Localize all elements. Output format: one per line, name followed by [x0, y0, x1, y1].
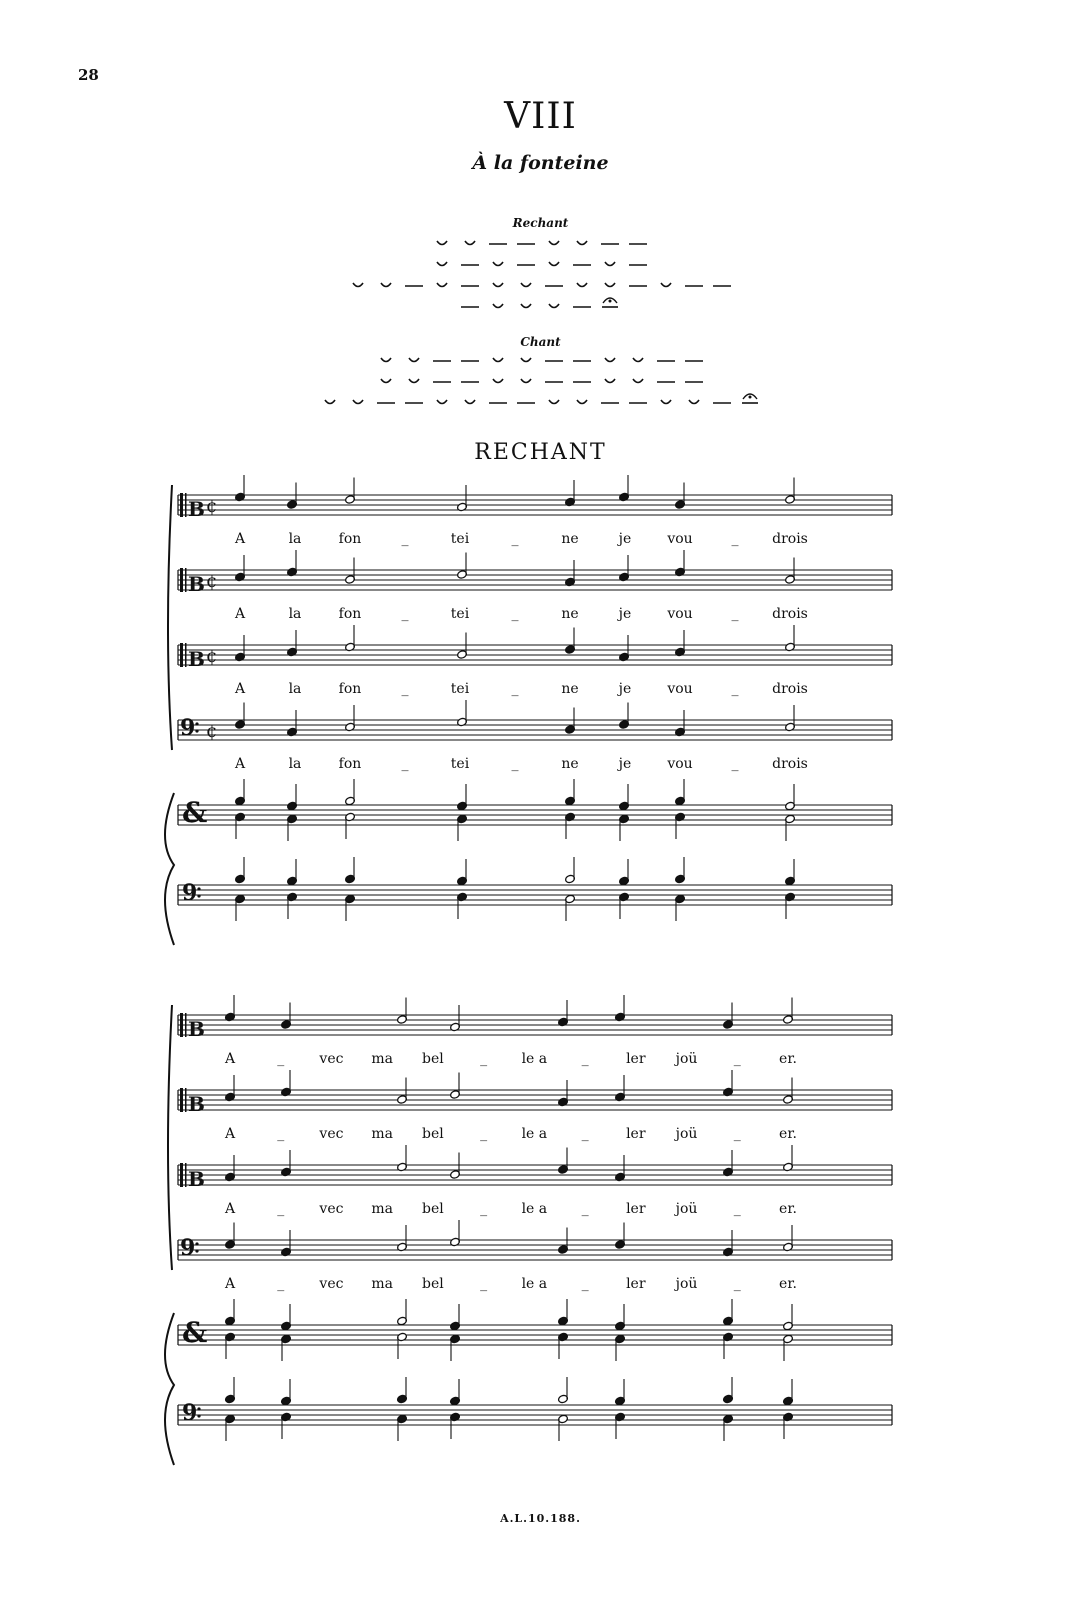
note — [675, 857, 686, 884]
lyric-syllable: A — [224, 1051, 236, 1067]
lyric-syllable: fon — [338, 756, 362, 772]
note — [281, 1003, 292, 1030]
f-clef-dot — [197, 1407, 200, 1410]
c-clef-bar — [180, 1088, 183, 1112]
note — [783, 1412, 794, 1439]
c-clef-icon: B — [188, 1092, 205, 1116]
note — [783, 1225, 794, 1252]
lyric-syllable: la — [288, 681, 302, 697]
lyric-syllable: ma — [371, 1126, 393, 1142]
lyric-syllable: er. — [779, 1051, 797, 1067]
note — [235, 475, 246, 502]
c-clef-bar — [180, 493, 183, 517]
lyric-syllable: _ — [277, 1051, 285, 1067]
piece-title: À la fonteine — [472, 152, 609, 174]
note — [619, 703, 630, 730]
note — [565, 894, 576, 921]
note — [783, 1334, 794, 1361]
note — [450, 1220, 461, 1247]
note — [785, 478, 796, 505]
note — [619, 784, 630, 811]
note — [345, 857, 356, 884]
lyric-syllable: vec — [319, 1126, 344, 1142]
note — [457, 700, 468, 727]
note — [558, 1332, 569, 1359]
c-clef-icon: B — [188, 647, 205, 671]
note — [235, 812, 246, 839]
c-clef-bar — [180, 1163, 183, 1187]
c-clef-bar — [180, 643, 183, 667]
lyric-syllable: _ — [480, 1201, 488, 1217]
note — [225, 1075, 236, 1102]
lyric-syllable: _ — [277, 1201, 285, 1217]
c-clef-bar — [185, 643, 187, 667]
lyric-syllable: fon — [338, 606, 362, 622]
cut-time-icon: ¢ — [206, 496, 218, 517]
lyric-syllable: _ — [511, 756, 519, 772]
lyric-syllable: A — [234, 606, 246, 622]
lyric-syllable: je — [618, 606, 632, 622]
note — [558, 1377, 569, 1404]
note — [225, 1414, 236, 1441]
note — [235, 703, 246, 730]
lyric-syllable: ma — [371, 1276, 393, 1292]
lyric-syllable: _ — [401, 756, 409, 772]
note — [281, 1379, 292, 1406]
note — [558, 1080, 569, 1107]
note — [619, 859, 630, 886]
lyric-syllable: _ — [733, 1126, 741, 1142]
note — [450, 1334, 461, 1361]
note — [619, 635, 630, 662]
note — [783, 1379, 794, 1406]
lyric-syllable: drois — [772, 756, 808, 772]
note — [723, 1070, 734, 1097]
lyric-syllable: _ — [401, 531, 409, 547]
lyric-syllable: je — [618, 531, 632, 547]
note — [675, 710, 686, 737]
lyric-syllable: _ — [277, 1276, 285, 1292]
note — [723, 1414, 734, 1441]
note — [281, 1304, 292, 1331]
lyric-syllable: bel — [422, 1051, 444, 1067]
cut-time-icon: ¢ — [206, 721, 218, 742]
piece-number: VIII — [504, 96, 577, 137]
lyric-syllable: A — [234, 531, 246, 547]
staff-voice-2 — [178, 570, 892, 590]
lyric-syllable: _ — [511, 531, 519, 547]
note — [783, 1078, 794, 1105]
f-clef-icon: 9 — [180, 715, 196, 741]
lyric-syllable: je — [618, 681, 632, 697]
lyric-syllable: _ — [480, 1126, 488, 1142]
f-clef-icon: 9 — [182, 1400, 198, 1426]
note — [565, 560, 576, 587]
note — [345, 779, 356, 806]
note — [225, 1332, 236, 1359]
note — [457, 553, 468, 580]
f-clef-dot — [195, 722, 198, 725]
lyric-syllable: vou — [667, 681, 693, 697]
lyric-syllable: _ — [277, 1126, 285, 1142]
note — [225, 1155, 236, 1182]
note — [785, 705, 796, 732]
note — [235, 857, 246, 884]
note — [287, 859, 298, 886]
staff-voice-3 — [178, 645, 892, 665]
f-clef-icon: 9 — [180, 1235, 196, 1261]
note — [225, 1299, 236, 1326]
c-clef-bar — [185, 568, 187, 592]
note — [235, 779, 246, 806]
note — [287, 550, 298, 577]
lyric-syllable: _ — [731, 531, 739, 547]
note — [225, 1223, 236, 1250]
lyric-syllable: ler — [626, 1276, 646, 1292]
lyric-syllable: _ — [733, 1201, 741, 1217]
piano-brace — [165, 793, 174, 945]
c-clef-bar — [180, 568, 183, 592]
c-clef-icon: B — [188, 1017, 205, 1041]
lyric-syllable: _ — [581, 1276, 589, 1292]
page-number: 28 — [78, 66, 99, 84]
note — [723, 1299, 734, 1326]
note — [615, 1223, 626, 1250]
f-clef-dot — [195, 1249, 198, 1252]
chant-scheme-label: Chant — [520, 335, 561, 349]
note — [281, 1230, 292, 1257]
note — [783, 1304, 794, 1331]
lyric-syllable: _ — [731, 681, 739, 697]
section-heading: RECHANT — [474, 440, 607, 465]
note — [785, 892, 796, 919]
note — [287, 784, 298, 811]
f-clef-icon: 9 — [182, 880, 198, 906]
note — [450, 1073, 461, 1100]
lyric-syllable: ma — [371, 1051, 393, 1067]
note — [615, 1412, 626, 1439]
note — [785, 558, 796, 585]
lyric-syllable: la — [288, 756, 302, 772]
note — [397, 1078, 408, 1105]
lyric-syllable: bel — [422, 1276, 444, 1292]
lyric-syllable: er. — [779, 1126, 797, 1142]
note — [723, 1332, 734, 1359]
note — [235, 894, 246, 921]
lyric-syllable: joü — [675, 1201, 698, 1217]
f-clef-dot — [195, 729, 198, 732]
note — [723, 1003, 734, 1030]
lyric-syllable: A — [224, 1201, 236, 1217]
note — [287, 814, 298, 841]
lyric-syllable: _ — [731, 606, 739, 622]
note — [397, 998, 408, 1025]
lyric-syllable: A — [234, 756, 246, 772]
note — [723, 1150, 734, 1177]
lyric-syllable: la — [288, 531, 302, 547]
note — [345, 625, 356, 652]
note — [450, 1379, 461, 1406]
lyric-syllable: _ — [581, 1201, 589, 1217]
lyric-syllable: vec — [319, 1051, 344, 1067]
lyric-syllable: le a — [521, 1276, 548, 1292]
lyric-syllable: _ — [733, 1051, 741, 1067]
g-clef-icon: & — [182, 796, 208, 829]
note — [397, 1414, 408, 1441]
note — [565, 857, 576, 884]
note — [457, 784, 468, 811]
lyric-syllable: ne — [561, 681, 579, 697]
lyric-syllable: _ — [731, 756, 739, 772]
note — [675, 894, 686, 921]
lyric-syllable: la — [288, 606, 302, 622]
lyric-syllable: _ — [733, 1276, 741, 1292]
note — [675, 483, 686, 510]
note — [287, 710, 298, 737]
note — [558, 1414, 569, 1441]
c-clef-icon: B — [188, 572, 205, 596]
note — [397, 1225, 408, 1252]
lyric-syllable: _ — [511, 681, 519, 697]
note — [345, 812, 356, 839]
note — [225, 1377, 236, 1404]
lyric-syllable: drois — [772, 606, 808, 622]
note — [558, 1148, 569, 1175]
note — [457, 814, 468, 841]
note — [619, 892, 630, 919]
note — [397, 1145, 408, 1172]
voices-bracket — [168, 485, 172, 750]
note — [450, 1304, 461, 1331]
note — [450, 1153, 461, 1180]
note — [225, 995, 236, 1022]
note — [281, 1334, 292, 1361]
lyric-syllable: bel — [422, 1126, 444, 1142]
note — [615, 1155, 626, 1182]
lyric-syllable: tei — [450, 531, 470, 547]
note — [723, 1377, 734, 1404]
note — [565, 480, 576, 507]
piano-bass-staff — [178, 885, 892, 905]
lyric-syllable: ne — [561, 531, 579, 547]
lyric-syllable: ne — [561, 606, 579, 622]
lyric-syllable: _ — [581, 1051, 589, 1067]
note — [345, 478, 356, 505]
lyric-syllable: tei — [450, 681, 470, 697]
f-clef-dot — [197, 1414, 200, 1417]
staff-voice-4 — [178, 720, 892, 740]
note — [785, 784, 796, 811]
note — [281, 1412, 292, 1439]
note — [619, 475, 630, 502]
f-clef-dot — [195, 1242, 198, 1245]
lyric-syllable: le a — [521, 1201, 548, 1217]
note — [785, 859, 796, 886]
g-clef-icon: & — [182, 1316, 208, 1349]
voices-bracket — [168, 1005, 172, 1270]
lyric-syllable: tei — [450, 606, 470, 622]
lyric-syllable: vec — [319, 1201, 344, 1217]
note — [235, 635, 246, 662]
lyric-syllable: tei — [450, 756, 470, 772]
lyric-syllable: ler — [626, 1051, 646, 1067]
note — [287, 892, 298, 919]
note — [450, 1412, 461, 1439]
lyric-syllable: _ — [401, 606, 409, 622]
lyric-syllable: le a — [521, 1051, 548, 1067]
note — [558, 1299, 569, 1326]
cut-time-icon: ¢ — [206, 571, 218, 592]
note — [675, 812, 686, 839]
note — [287, 630, 298, 657]
lyric-syllable: A — [224, 1126, 236, 1142]
c-clef-bar — [185, 493, 187, 517]
lyric-syllable: vou — [667, 531, 693, 547]
lyric-syllable: _ — [480, 1051, 488, 1067]
note — [281, 1150, 292, 1177]
f-clef-dot — [197, 894, 200, 897]
lyric-syllable: vec — [319, 1276, 344, 1292]
lyric-syllable: bel — [422, 1201, 444, 1217]
note — [565, 812, 576, 839]
note — [615, 1334, 626, 1361]
note — [558, 1228, 569, 1255]
c-clef-bar — [185, 1088, 187, 1112]
note — [615, 1379, 626, 1406]
c-clef-bar — [180, 1013, 183, 1037]
note — [558, 1000, 569, 1027]
note — [397, 1377, 408, 1404]
lyric-syllable: ne — [561, 756, 579, 772]
lyric-syllable: je — [618, 756, 632, 772]
note — [345, 705, 356, 732]
note — [619, 555, 630, 582]
lyric-syllable: A — [234, 681, 246, 697]
note — [785, 625, 796, 652]
note — [281, 1070, 292, 1097]
lyric-syllable: drois — [772, 531, 808, 547]
note — [783, 998, 794, 1025]
note — [397, 1299, 408, 1326]
lyric-syllable: ler — [626, 1201, 646, 1217]
lyric-syllable: _ — [581, 1126, 589, 1142]
lyric-syllable: vou — [667, 606, 693, 622]
note — [615, 1075, 626, 1102]
note — [345, 894, 356, 921]
lyric-syllable: _ — [480, 1276, 488, 1292]
note — [619, 814, 630, 841]
f-clef-dot — [197, 887, 200, 890]
lyric-syllable: ma — [371, 1201, 393, 1217]
staff-voice-1 — [178, 495, 892, 515]
note — [397, 1332, 408, 1359]
note — [457, 485, 468, 512]
c-clef-icon: B — [188, 497, 205, 521]
note — [565, 708, 576, 735]
c-clef-bar — [185, 1163, 187, 1187]
lyric-syllable: le a — [521, 1126, 548, 1142]
note — [457, 892, 468, 919]
note — [675, 550, 686, 577]
note — [235, 555, 246, 582]
lyric-syllable: A — [224, 1276, 236, 1292]
lyric-syllable: joü — [675, 1276, 698, 1292]
note — [723, 1230, 734, 1257]
note — [457, 633, 468, 660]
note — [785, 814, 796, 841]
note — [457, 859, 468, 886]
cut-time-icon: ¢ — [206, 646, 218, 667]
lyric-syllable: vou — [667, 756, 693, 772]
c-clef-icon: B — [188, 1167, 205, 1191]
lyric-syllable: _ — [401, 681, 409, 697]
note — [287, 483, 298, 510]
piano-brace — [165, 1313, 174, 1465]
note — [450, 1005, 461, 1032]
lyric-syllable: fon — [338, 531, 362, 547]
lyric-syllable: fon — [338, 681, 362, 697]
piano-treble-staff — [178, 805, 892, 825]
note — [615, 995, 626, 1022]
lyric-syllable: joü — [675, 1126, 698, 1142]
note — [565, 628, 576, 655]
note — [783, 1145, 794, 1172]
note — [675, 630, 686, 657]
lyric-syllable: ler — [626, 1126, 646, 1142]
c-clef-bar — [185, 1013, 187, 1037]
note — [345, 558, 356, 585]
rechant-scheme-label: Rechant — [512, 216, 569, 230]
lyric-syllable: _ — [511, 606, 519, 622]
lyric-syllable: drois — [772, 681, 808, 697]
plate-number: A.L.10.188. — [500, 1512, 581, 1525]
lyric-syllable: er. — [779, 1201, 797, 1217]
note — [675, 779, 686, 806]
lyric-syllable: joü — [675, 1051, 698, 1067]
note — [565, 779, 576, 806]
note — [615, 1304, 626, 1331]
lyric-syllable: er. — [779, 1276, 797, 1292]
